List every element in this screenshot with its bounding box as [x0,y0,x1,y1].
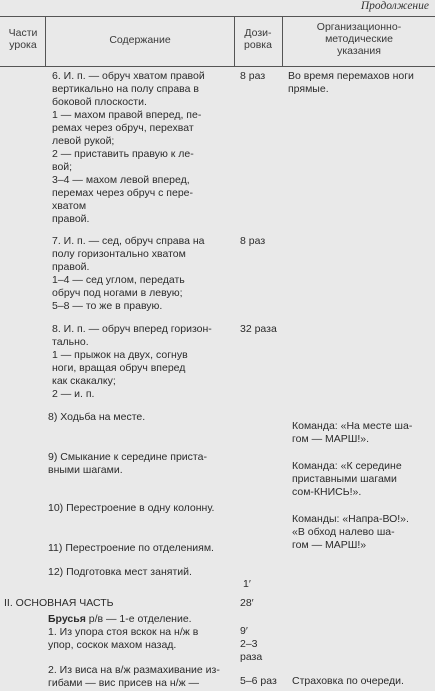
section-title: II. ОСНОВНАЯ ЧАСТЬ [4,597,114,609]
exercise-7-dose: 8 раз [240,235,266,247]
header-top-rule [0,16,435,17]
bars-exercise-1: 1. Из упора стоя вскок на н/ж в упор, соскок махом назад. [48,626,199,651]
item-walking: 8) Ходьба на месте. [48,411,146,423]
header-content: Содержание [109,34,171,46]
section-dose: 28′ [240,597,254,609]
header-parts: Части урока [8,27,38,51]
exercise-6: 6. И. п. — обруч хватом правой вертикально на полу справа в боковой плоскости. 1 — махом правой вперед, пе- ремах через обруч, перехват левой рукой; 2 — приставить правую к ле- вой; 3–4 — махом левой вперед, перемах через обруч с пере- хватом правой. [52,70,205,225]
header-notes: Организационно- методические указания [316,21,402,57]
bars-heading [48,613,234,626]
exercise-8: 8. И. п. — обруч вперед горизон- тально. 1 — прыжок на двух, согнув ноги, вращая обруч вперед как скакалку; 2 — и. п. [52,323,212,400]
bars-exercise-2-dose: 5–6 раз [240,675,277,687]
bars-subtitle: р/в — 1-е отделение. [88,613,192,625]
item-by-squads: 11) Перестроение по отделениям. [48,542,214,554]
exercise-8-dose: 32 раза [240,323,277,335]
command-one-column: Команды: «Напра-ВО!». «В обход налево ша- гом — МАРШ!» [292,513,409,551]
item-one-column: 10) Перестроение в одну колонну. [48,502,215,514]
bars-title: Брусья [48,613,86,625]
header-bottom-rule [0,66,435,67]
bars-exercise-2-note: Страховка по очереди. [292,675,404,687]
item-preparation-dose: 1′ [243,578,251,590]
bars-exercise-1-dose: 9′ 2–3 раза [240,625,263,663]
exercise-7: 7. И. п. — сед, обруч справа на полу горизонтально хватом правой. 1–4 — сед углом, передать обруч под ногами в левую; 5–8 — то же в правую. [52,235,205,312]
item-closing: 9) Смыкание к середине приста- вными шагами. [48,451,207,476]
header-dose: Дози- ровка [244,27,272,51]
command-walking: Команда: «На месте ша- гом — МАРШ!». [292,420,413,445]
exercise-6-dose: 8 раз [240,70,266,82]
item-preparation: 12) Подготовка мест занятий. [48,566,192,578]
bars-exercise-2: 2. Из виса на в/ж размахивание из- гибами — вис присев на н/ж — [48,664,220,689]
continued-label: Продолжение [360,0,429,12]
exercise-6-note: Во время перемахов ноги прямые. [288,70,414,95]
command-closing: Команда: «К середине приставными шагами сом-КНИСЬ!». [292,460,402,498]
